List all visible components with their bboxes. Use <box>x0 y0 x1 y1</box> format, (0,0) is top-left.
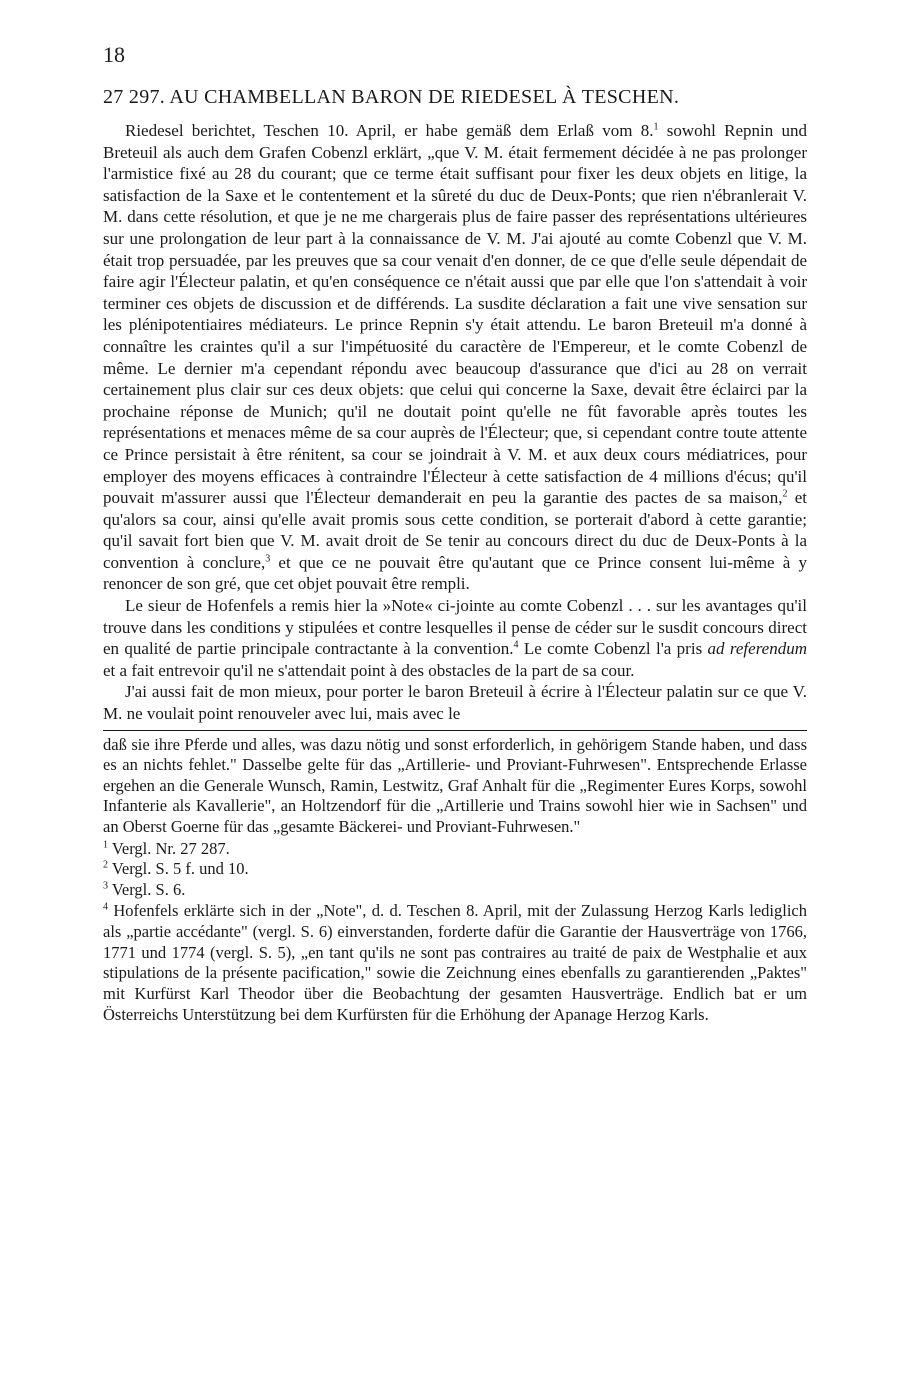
paragraph-2-text-b: Le comte Cobenzl l'a pris <box>518 639 708 659</box>
letter-title: AU CHAMBELLAN BARON DE RIEDESEL À TESCHEN. <box>169 86 680 108</box>
letter-body <box>103 120 807 725</box>
footnote-text: Vergl. S. 5 f. und 10. <box>111 859 249 879</box>
paragraph-1-text-d: et que ce ne pouvait être qu'autant que ce Prince consent lui-même à y renoncer de son gré, que cet objet pouvait être rempli. <box>103 552 808 594</box>
footnote-ref-1: 1 <box>653 121 659 133</box>
continued-footnote <box>103 735 807 838</box>
paragraph-2 <box>103 595 807 681</box>
footnote-mark: 1 <box>103 839 108 851</box>
footnote-text: Vergl. Nr. 27 287. <box>111 838 230 858</box>
footnote-2 <box>103 859 807 880</box>
paragraph-1 <box>103 120 807 595</box>
paragraph-1-text-a: Riedesel berichtet, Teschen 10. April, er habe gemäß dem Erlaß vom 8. <box>125 121 654 140</box>
footnote-mark: 4 <box>103 901 108 913</box>
page-number: 18 <box>103 42 125 67</box>
document-page <box>103 42 807 1026</box>
paragraph-1-text-b: sowohl Repnin und Breteuil als auch dem Grafen Cobenzl erklärt, „que V. M. était fermement décidée à ne pas prolonger l'armistice fixé au 28 du courant; que ce terme était suffisant pour fixer les deux objets en litige, la satisfaction de la Saxe et le contentement et la sûreté du duc de Deux-Ponts; que rien n'ébranlerait V. M. dans cette résolution, et que je ne me chargerais plus de faire passer des représentations ultérieures sur une prolongation de leur part à la connaissance de V. M. J'ai ajouté au comte Cobenzl que V. M. était trop persuadée, par les preuves que sa cour venait d'en donner, de ce que d'elle seule dépendait de faire agir l'Électeur palatin, et qu'en conséquence ce n'était aussi que par elle que l'on s'attendait à voir terminer ces objets de discussion et de différends. La susdite déclaration a fait une vive sensation sur les plénipotentiaires médiateurs. Le prince Repnin s'y était attendu. Le baron Breteuil m'a donné à connaître les craintes qu'il a sur l'impétuosité du caractère de l'Empereur, et le comte Cobenzl de même. Le dernier m'a cependant répondu avec beaucoup d'assurance que d'ici au 28 on verrait certainement plus clair sur ces deux objets: que celui qui concerne la Saxe, devait être éclairci par la prochaine réponse de Munich; qu'il ne doutait point qu'elle ne fût favorable après toutes les représentations et menaces même de sa cour auprès de l'Électeur; que, si cependant contre toute attente ce Prince persistait à être rénitent, sa cour se joindrait à V. M. et aux deux cours médiatrices, pour employer des moyens efficaces à contraindre l'Électeur à cette satisfaction de 4 millions d'écus; qu'il pouvait m'assurer aussi que l'Électeur demanderait en peu la garantie des pactes de sa maison, <box>103 121 807 508</box>
footnote-1 <box>103 839 807 860</box>
paragraph-2-text-c: et a fait entrevoir qu'il ne s'attendait point à des obstacles de la part de sa cour. <box>103 660 635 680</box>
footnote-text: Vergl. S. 6. <box>111 880 186 900</box>
footnote-ref-4: 4 <box>513 639 519 651</box>
continued-footnote-text: daß sie ihre Pferde und alles, was dazu nötig und sonst erforderlich, in gehörigem Stande haben, und dass es an nichts fehlet." Dasselbe gelte für das „Artillerie- und Proviant-Fuhrwesen". Entsprechende Erlasse ergehen an die Generale Wunsch, Ramin, Lestwitz, Graf Anhalt für die „Regimenter Eures Korps, sowohl Infanterie als Kavallerie", an Holtzendorf für die „Artillerie und Trains sowohl hier wie in Sachsen" und an Oberst Goerne für das „gesamte Bäckerei- und Proviant-Fuhrwesen." <box>103 734 807 836</box>
footnote-mark: 3 <box>103 880 108 892</box>
footnote-ref-3: 3 <box>265 553 271 565</box>
paragraph-2-text-a: Le sieur de Hofenfels a remis hier la »Note« ci-jointe au comte Cobenzl . . . sur les avantages qu'il trouve dans les conditions y stipulées et contre lesquelles il pense de céder sur le susdit concours direct en qualité de partie principale contractante à la convention. <box>103 596 807 659</box>
footnote-3 <box>103 880 807 901</box>
footnote-divider <box>103 730 807 731</box>
footnotes <box>103 839 807 1026</box>
footnote-ref-2: 2 <box>782 488 788 500</box>
footnote-mark: 2 <box>103 859 108 871</box>
letter-heading <box>103 84 807 110</box>
letter-number: 27 297. <box>103 86 166 108</box>
paragraph-3: J'ai aussi fait de mon mieux, pour porter le baron Breteuil à écrire à l'Électeur palatin sur ce que V. M. ne voulait point renouveler avec lui, mais avec le <box>103 682 807 724</box>
footnote-4 <box>103 901 807 1026</box>
footnote-text: Hofenfels erklärte sich in der „Note", d. d. Teschen 8. April, mit der Zulassung Herzog Karls lediglich als „partie accédante" (vergl. S. 6) einverstanden, forderte dafür die Garantie der Hausverträge von 1766, 1771 und 1774 (vergl. S. 5), „en tant qu'ils ne sont pas contraires au traité de paix de Westphalie et aux stipulations de la présente pacification," sowie die Zeichnung eines ebenfalls zu garantierenden „Paktes" mit Kurfürst Karl Theodor über die Beobachtung der gesamten Hausverträge. Endlich bat er um Österreichs Unterstützung bei dem Kurfürsten für die Erhöhung der Apanage Herzog Karls. <box>103 900 808 1024</box>
paragraph-1-text-c: et qu'alors sa cour, ainsi qu'elle avait promis sous cette condition, se porterait d'abord à cette garantie; qu'il savait fort bien que V. M. avait droit de Se tenir au concours direct du duc de Deux-Ponts à la convention à conclure, <box>103 488 807 572</box>
paragraph-2-italic: ad referendum <box>707 639 808 659</box>
